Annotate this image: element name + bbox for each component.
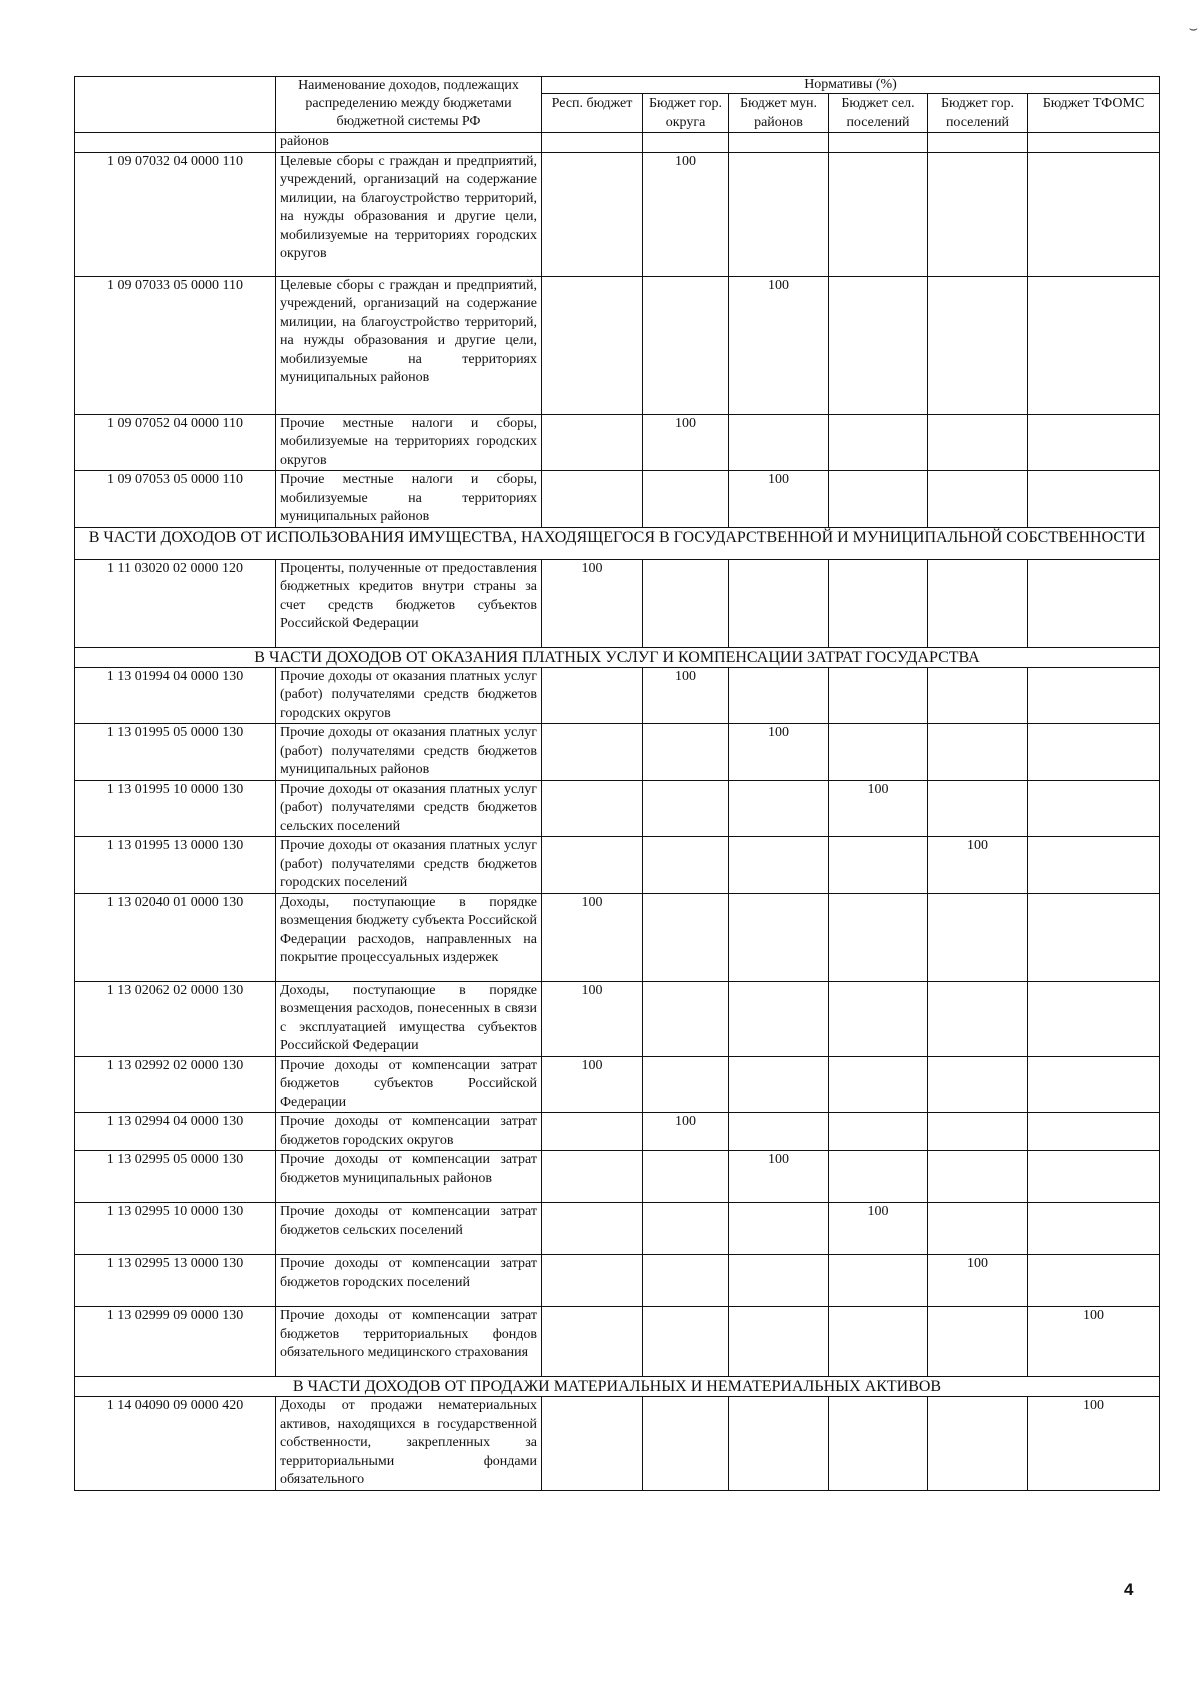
rural-settlement-budget-value xyxy=(829,471,928,528)
tfoms-budget-value xyxy=(1028,559,1160,647)
revenue-name: Прочие доходы от компенсации затрат бюджетов территориальных фондов обязательного медицинского страхования xyxy=(276,1307,542,1377)
tfoms-budget-value xyxy=(1028,837,1160,894)
table-row xyxy=(75,276,1160,414)
revenue-name: Прочие доходы от оказания платных услуг (работ) получателями средств бюджетов городских поселений xyxy=(276,837,542,894)
code-column-header xyxy=(75,77,276,133)
revenue-name: Прочие доходы от оказания платных услуг (работ) получателями средств бюджетов сельских поселений xyxy=(276,780,542,837)
table-row xyxy=(75,414,1160,471)
tfoms-budget-value xyxy=(1028,780,1160,837)
mun-district-budget-value xyxy=(729,837,829,894)
revenue-name: районов xyxy=(276,133,542,153)
revenue-distribution-table xyxy=(74,76,1160,1491)
resp-budget-value xyxy=(542,471,643,528)
tfoms-budget-value xyxy=(1028,1203,1160,1255)
revenue-code: 1 13 01995 13 0000 130 xyxy=(75,837,276,894)
revenue-name: Прочие доходы от оказания платных услуг (работ) получателями средств бюджетов муниципальных районов xyxy=(276,724,542,781)
revenue-code: 1 09 07033 05 0000 110 xyxy=(75,276,276,414)
city-district-budget-value xyxy=(643,1255,729,1307)
resp-budget-value xyxy=(542,1255,643,1307)
urban-settlement-budget-value xyxy=(928,1151,1028,1203)
resp-budget-value: 100 xyxy=(542,559,643,647)
tfoms-budget-value xyxy=(1028,152,1160,276)
urban-settlement-budget-value xyxy=(928,981,1028,1056)
mun-district-budget-value xyxy=(729,559,829,647)
tfoms-budget-value xyxy=(1028,414,1160,471)
revenue-code: 1 13 01995 05 0000 130 xyxy=(75,724,276,781)
city-district-budget-value xyxy=(643,724,729,781)
rural-settlement-budget-value xyxy=(829,1255,928,1307)
tfoms-budget-value: 100 xyxy=(1028,1397,1160,1491)
mun-district-budget-value: 100 xyxy=(729,276,829,414)
urban-settlement-budget-value xyxy=(928,667,1028,724)
section-heading: В ЧАСТИ ДОХОДОВ ОТ ОКАЗАНИЯ ПЛАТНЫХ УСЛУГ И КОМПЕНСАЦИИ ЗАТРАТ ГОСУДАРСТВА xyxy=(75,647,1160,667)
city-district-budget-value xyxy=(643,1151,729,1203)
section-heading: В ЧАСТИ ДОХОДОВ ОТ ПРОДАЖИ МАТЕРИАЛЬНЫХ И НЕМАТЕРИАЛЬНЫХ АКТИВОВ xyxy=(75,1377,1160,1397)
section-heading-row xyxy=(75,647,1160,667)
revenue-code: 1 09 07053 05 0000 110 xyxy=(75,471,276,528)
rural-settlement-budget-value xyxy=(829,1113,928,1151)
urban-settlement-budget-value xyxy=(928,1203,1028,1255)
revenue-code: 1 13 02992 02 0000 130 xyxy=(75,1056,276,1113)
table-row xyxy=(75,1113,1160,1151)
urban-settlement-budget-value: 100 xyxy=(928,1255,1028,1307)
table-row xyxy=(75,1056,1160,1113)
tfoms-budget-value xyxy=(1028,981,1160,1056)
resp-budget-value xyxy=(542,724,643,781)
city-district-budget-value xyxy=(643,471,729,528)
revenue-name: Проценты, полученные от предоставления бюджетных кредитов внутри страны за счет средств бюджетов субъектов Российской Федерации xyxy=(276,559,542,647)
section-heading-row xyxy=(75,527,1160,559)
urban-settlement-budget-value xyxy=(928,1397,1028,1491)
table-row xyxy=(75,133,1160,153)
revenue-name: Доходы, поступающие в порядке возмещения расходов, понесенных в связи с эксплуатацией имущества субъектов Российской Федерации xyxy=(276,981,542,1056)
table-row xyxy=(75,1203,1160,1255)
header-row-top xyxy=(75,77,1160,94)
revenue-code: 1 13 02995 10 0000 130 xyxy=(75,1203,276,1255)
revenue-name: Прочие местные налоги и сборы, мобилизуемые на территориях муниципальных районов xyxy=(276,471,542,528)
urban-settlement-budget-value xyxy=(928,152,1028,276)
revenue-code: 1 13 02999 09 0000 130 xyxy=(75,1307,276,1377)
tfoms-budget-value xyxy=(1028,893,1160,981)
mun-district-budget-value: 100 xyxy=(729,471,829,528)
rural-settlement-budget-value xyxy=(829,667,928,724)
table-row xyxy=(75,981,1160,1056)
normatives-title: Нормативы (%) xyxy=(542,77,1160,94)
tfoms-budget-value xyxy=(1028,471,1160,528)
rural-settlement-budget-value xyxy=(829,724,928,781)
table-row xyxy=(75,893,1160,981)
urban-settlement-budget-value xyxy=(928,414,1028,471)
mun-district-budget-value xyxy=(729,780,829,837)
resp-budget-value xyxy=(542,667,643,724)
rural-settlement-budget-value xyxy=(829,133,928,153)
resp-budget-value: 100 xyxy=(542,893,643,981)
resp-budget-value xyxy=(542,1151,643,1203)
revenue-name: Прочие местные налоги и сборы, мобилизуемые на территориях городских округов xyxy=(276,414,542,471)
city-district-budget-value xyxy=(643,1203,729,1255)
urban-settlement-budget-value xyxy=(928,1056,1028,1113)
city-district-budget-value xyxy=(643,1397,729,1491)
resp-budget-value xyxy=(542,152,643,276)
mun-district-budget-value xyxy=(729,133,829,153)
mun-district-budget-value xyxy=(729,152,829,276)
revenue-name: Прочие доходы от компенсации затрат бюджетов муниципальных районов xyxy=(276,1151,542,1203)
city-district-budget-value xyxy=(643,1056,729,1113)
rural-settlement-budget-value xyxy=(829,152,928,276)
resp-budget-value: 100 xyxy=(542,981,643,1056)
tfoms-budget-value xyxy=(1028,1255,1160,1307)
section-heading: В ЧАСТИ ДОХОДОВ ОТ ИСПОЛЬЗОВАНИЯ ИМУЩЕСТВА, НАХОДЯЩЕГОСЯ В ГОСУДАРСТВЕННОЙ И МУНИЦИПАЛЬНОЙ СОБСТВЕННОСТИ xyxy=(75,527,1160,559)
resp-budget-value xyxy=(542,1307,643,1377)
urban-settlement-budget-value xyxy=(928,780,1028,837)
tfoms-budget-value xyxy=(1028,1113,1160,1151)
mun-district-budget-value xyxy=(729,1397,829,1491)
city-district-budget-value: 100 xyxy=(643,152,729,276)
urban-settlement-budget-value xyxy=(928,1113,1028,1151)
resp-budget-value xyxy=(542,1113,643,1151)
mun-district-budget-value xyxy=(729,1307,829,1377)
mun-district-budget-value: 100 xyxy=(729,724,829,781)
table-body xyxy=(75,133,1160,1491)
mun-district-budget-value xyxy=(729,981,829,1056)
table-row xyxy=(75,780,1160,837)
urban-settlement-budget-value xyxy=(928,724,1028,781)
table-row xyxy=(75,559,1160,647)
tfoms-budget-value: 100 xyxy=(1028,1307,1160,1377)
revenue-name: Прочие доходы от оказания платных услуг (работ) получателями средств бюджетов городских округов xyxy=(276,667,542,724)
revenue-name: Прочие доходы от компенсации затрат бюджетов городских округов xyxy=(276,1113,542,1151)
urban-settlement-budget-value xyxy=(928,133,1028,153)
mun-district-budget-value xyxy=(729,1113,829,1151)
urban-settlement-budget-value xyxy=(928,276,1028,414)
rural-settlement-budget-value: 100 xyxy=(829,1203,928,1255)
tfoms-budget-value xyxy=(1028,724,1160,781)
revenue-name: Целевые сборы с граждан и предприятий, учреждений, организаций на содержание милиции, на благоустройство территорий, на нужды образования и другие цели, мобилизуемые на территориях городских округов xyxy=(276,152,542,276)
revenue-name: Целевые сборы с граждан и предприятий, учреждений, организаций на содержание милиции, на благоустройство территорий, на нужды образования и другие цели, мобилизуемые на территориях муниципальных районов xyxy=(276,276,542,414)
city-district-budget-value xyxy=(643,276,729,414)
rural-settlement-budget-value xyxy=(829,276,928,414)
table-row xyxy=(75,1255,1160,1307)
rural-settlement-budget-column-header: Бюджет сел. поселений xyxy=(829,94,928,133)
mun-district-budget-value xyxy=(729,1255,829,1307)
mun-district-budget-value xyxy=(729,667,829,724)
revenue-code xyxy=(75,133,276,153)
revenue-name: Прочие доходы от компенсации затрат бюджетов городских поселений xyxy=(276,1255,542,1307)
mun-district-budget-value xyxy=(729,893,829,981)
urban-settlement-budget-column-header: Бюджет гор. поселений xyxy=(928,94,1028,133)
revenue-code: 1 13 01995 10 0000 130 xyxy=(75,780,276,837)
city-district-budget-value xyxy=(643,893,729,981)
resp-budget-value xyxy=(542,414,643,471)
table-header xyxy=(75,77,1160,133)
scan-mark: ⌣ xyxy=(1188,22,1198,37)
city-district-budget-value: 100 xyxy=(643,414,729,471)
mun-district-budget-value xyxy=(729,1056,829,1113)
tfoms-budget-value xyxy=(1028,1151,1160,1203)
mun-district-budget-column-header: Бюджет мун. районов xyxy=(729,94,829,133)
tfoms-budget-value xyxy=(1028,667,1160,724)
revenue-code: 1 13 01994 04 0000 130 xyxy=(75,667,276,724)
tfoms-budget-column-header: Бюджет ТФОМС xyxy=(1028,94,1160,133)
city-district-budget-value xyxy=(643,133,729,153)
rural-settlement-budget-value xyxy=(829,559,928,647)
section-heading-row xyxy=(75,1377,1160,1397)
table-row xyxy=(75,471,1160,528)
table-row xyxy=(75,1151,1160,1203)
tfoms-budget-value xyxy=(1028,133,1160,153)
rural-settlement-budget-value xyxy=(829,1307,928,1377)
tfoms-budget-value xyxy=(1028,1056,1160,1113)
resp-budget-value xyxy=(542,1397,643,1491)
rural-settlement-budget-value xyxy=(829,1397,928,1491)
page-number: 4 xyxy=(1124,1580,1134,1599)
rural-settlement-budget-value xyxy=(829,1056,928,1113)
rural-settlement-budget-value xyxy=(829,1151,928,1203)
city-district-budget-value xyxy=(643,780,729,837)
revenue-name: Прочие доходы от компенсации затрат бюджетов сельских поселений xyxy=(276,1203,542,1255)
table-row xyxy=(75,152,1160,276)
city-district-budget-value xyxy=(643,559,729,647)
table-row xyxy=(75,667,1160,724)
table-row xyxy=(75,1307,1160,1377)
revenue-name: Доходы от продажи нематериальных активов, находящихся в государственной собственности, закрепленных за территориальными фондами обязательного xyxy=(276,1397,542,1491)
urban-settlement-budget-value xyxy=(928,471,1028,528)
rural-settlement-budget-value xyxy=(829,981,928,1056)
rural-settlement-budget-value: 100 xyxy=(829,780,928,837)
resp-budget-value xyxy=(542,837,643,894)
resp-budget-value xyxy=(542,1203,643,1255)
urban-settlement-budget-value xyxy=(928,559,1028,647)
resp-budget-column-header: Респ. бюджет xyxy=(542,94,643,133)
revenue-code: 1 13 02995 05 0000 130 xyxy=(75,1151,276,1203)
table-row xyxy=(75,837,1160,894)
urban-settlement-budget-value xyxy=(928,1307,1028,1377)
urban-settlement-budget-value xyxy=(928,893,1028,981)
revenue-code: 1 13 02040 01 0000 130 xyxy=(75,893,276,981)
city-district-budget-value xyxy=(643,981,729,1056)
tfoms-budget-value xyxy=(1028,276,1160,414)
rural-settlement-budget-value xyxy=(829,414,928,471)
resp-budget-value xyxy=(542,276,643,414)
resp-budget-value: 100 xyxy=(542,1056,643,1113)
revenue-code: 1 13 02995 13 0000 130 xyxy=(75,1255,276,1307)
revenue-name: Прочие доходы от компенсации затрат бюджетов субъектов Российской Федерации xyxy=(276,1056,542,1113)
revenue-name: Доходы, поступающие в порядке возмещения бюджету субъекта Российской Федерации расходов, направленных на покрытие процессуальных издержек xyxy=(276,893,542,981)
revenue-code: 1 13 02062 02 0000 130 xyxy=(75,981,276,1056)
city-district-budget-value: 100 xyxy=(643,1113,729,1151)
rural-settlement-budget-value xyxy=(829,837,928,894)
urban-settlement-budget-value: 100 xyxy=(928,837,1028,894)
city-district-budget-value: 100 xyxy=(643,667,729,724)
table-row xyxy=(75,1397,1160,1491)
revenue-code: 1 09 07052 04 0000 110 xyxy=(75,414,276,471)
mun-district-budget-value xyxy=(729,414,829,471)
revenue-code: 1 14 04090 09 0000 420 xyxy=(75,1397,276,1491)
table-row xyxy=(75,724,1160,781)
city-district-budget-value xyxy=(643,837,729,894)
revenue-code: 1 11 03020 02 0000 120 xyxy=(75,559,276,647)
revenue-code: 1 13 02994 04 0000 130 xyxy=(75,1113,276,1151)
city-district-budget-column-header: Бюджет гор. округа xyxy=(643,94,729,133)
mun-district-budget-value xyxy=(729,1203,829,1255)
revenue-code: 1 09 07032 04 0000 110 xyxy=(75,152,276,276)
rural-settlement-budget-value xyxy=(829,893,928,981)
resp-budget-value xyxy=(542,780,643,837)
mun-district-budget-value: 100 xyxy=(729,1151,829,1203)
city-district-budget-value xyxy=(643,1307,729,1377)
resp-budget-value xyxy=(542,133,643,153)
name-column-header: Наименование доходов, подлежащих распределению между бюджетами бюджетной системы РФ xyxy=(276,77,542,133)
